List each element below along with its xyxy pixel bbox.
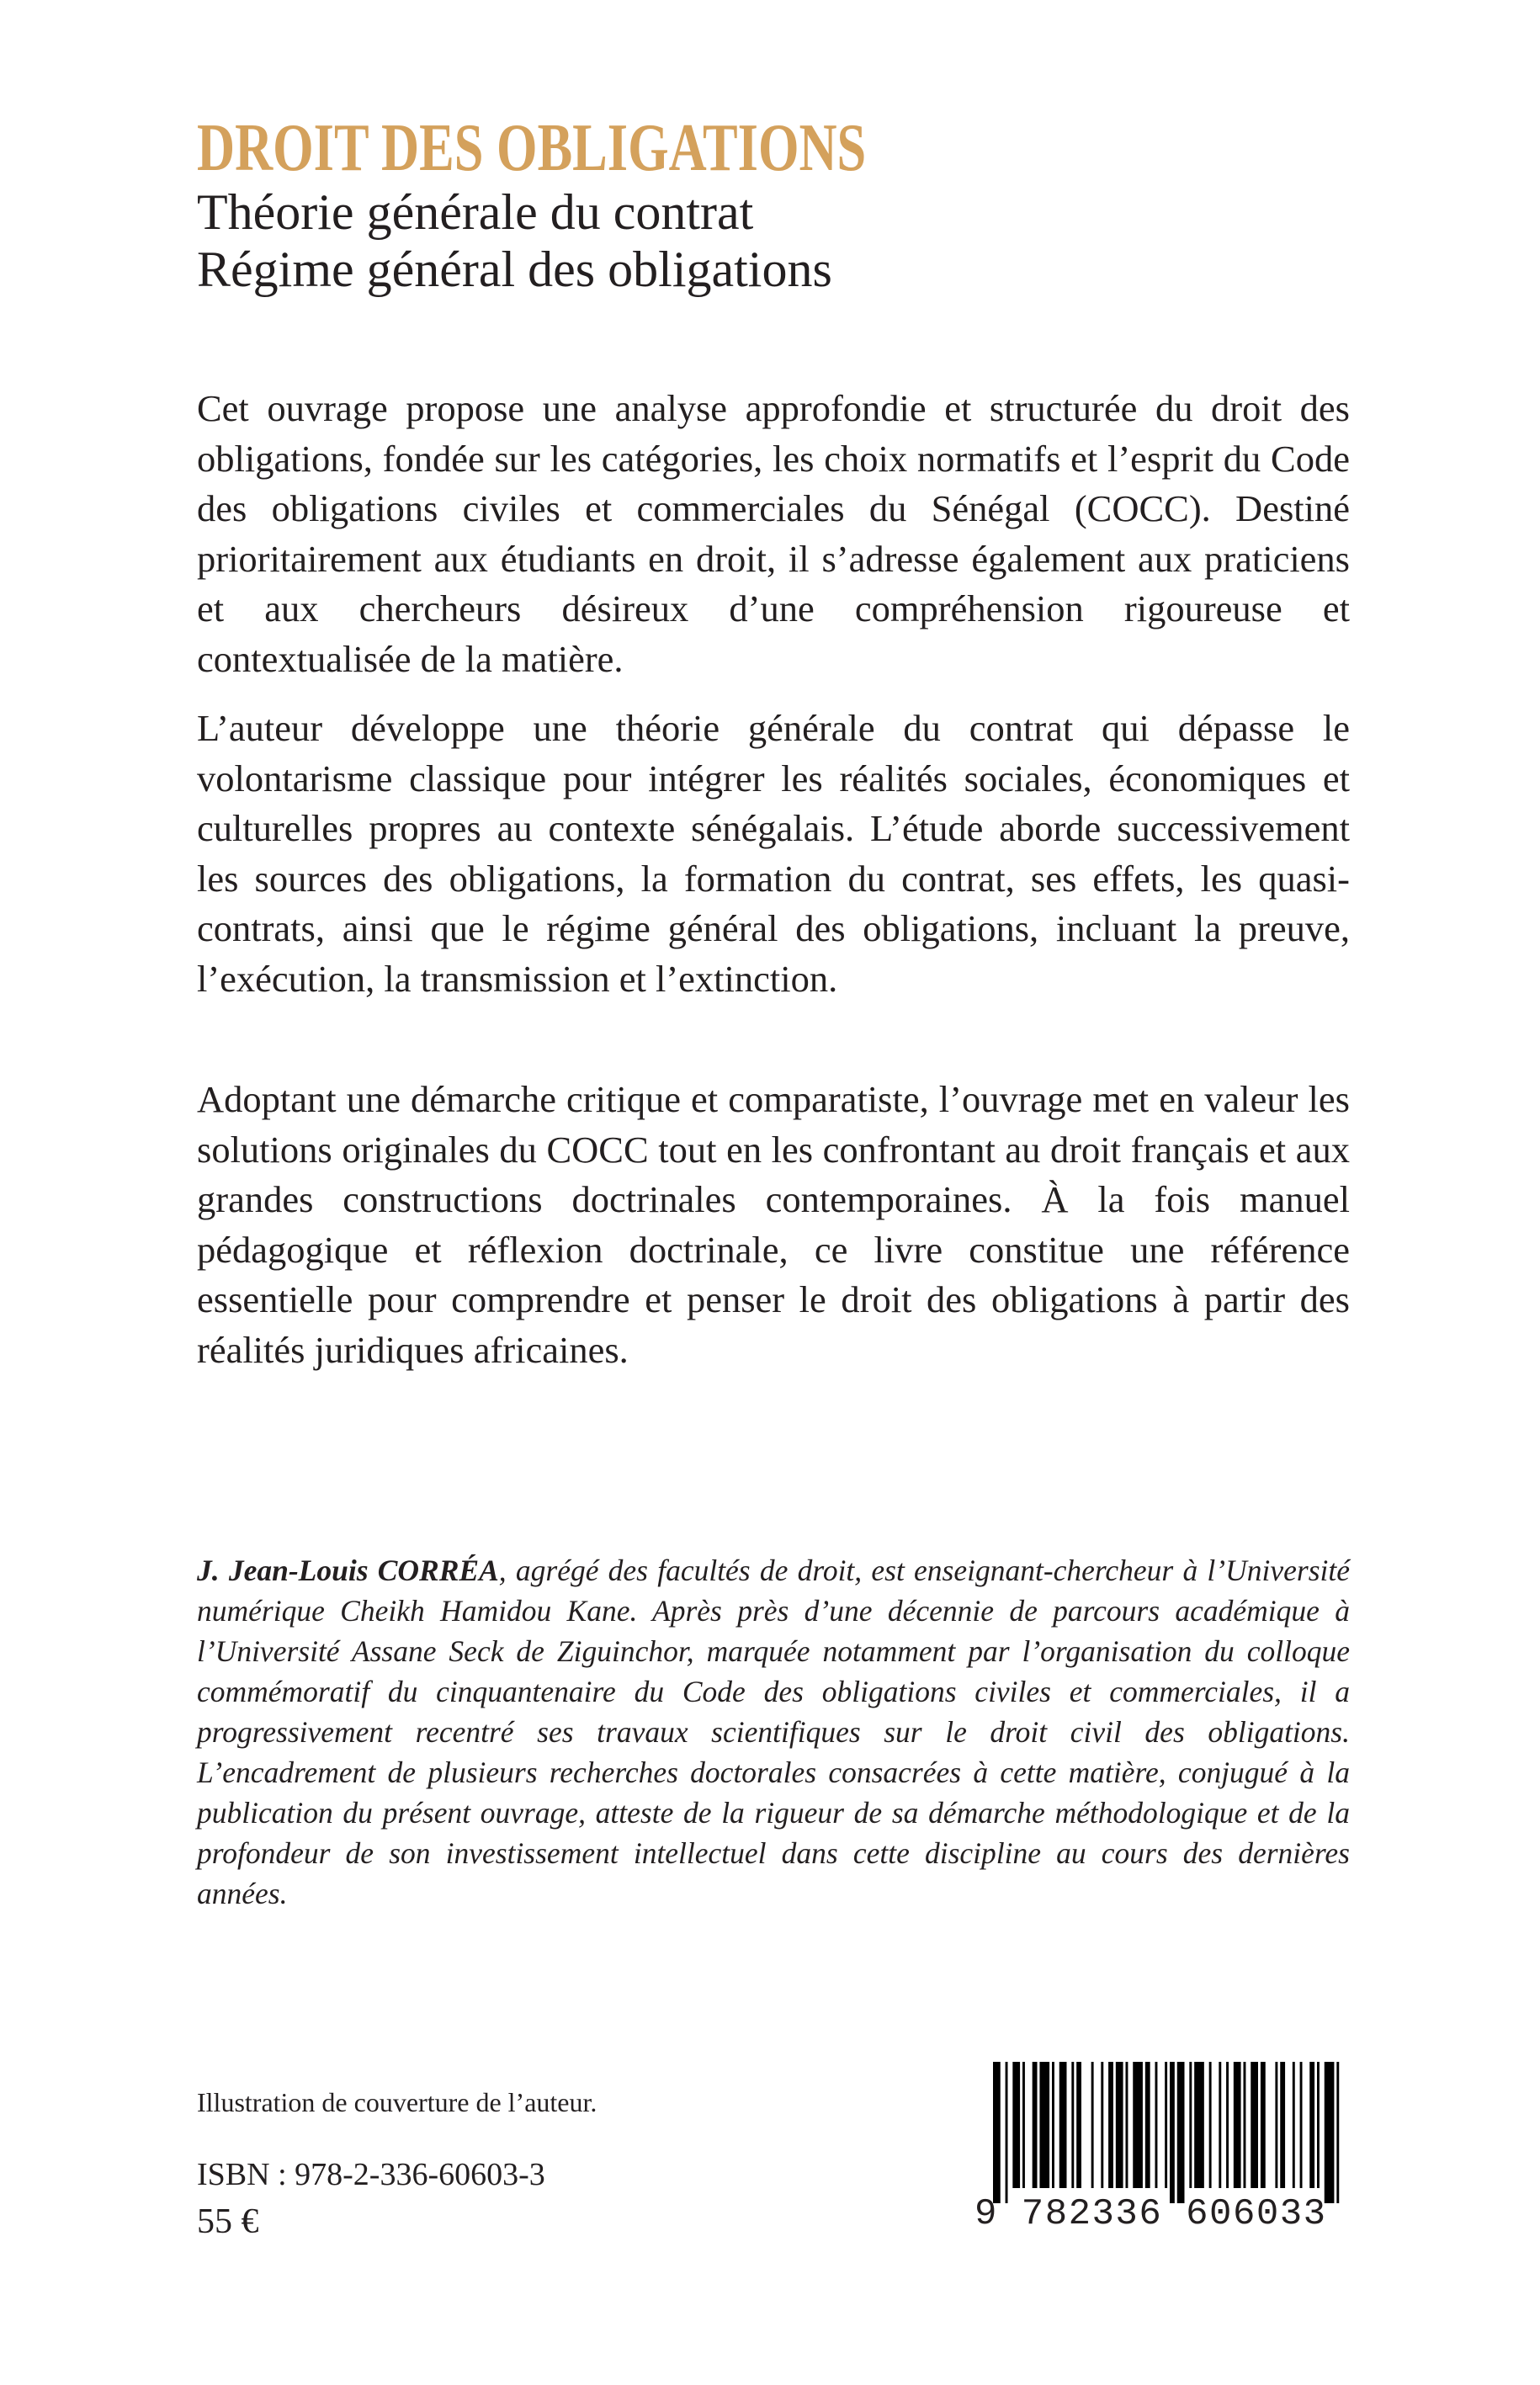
author-name: J. Jean-Louis CORRÉA	[197, 1554, 499, 1587]
barcode-bar	[1325, 2062, 1335, 2203]
barcode-bar	[1052, 2062, 1054, 2188]
barcode-bar	[1071, 2062, 1074, 2188]
barcode-bar	[1006, 2062, 1008, 2203]
barcode-bar	[1116, 2062, 1123, 2188]
barcode-bar	[1155, 2062, 1158, 2188]
barcode-bar	[1293, 2062, 1295, 2188]
barcode-bar	[1177, 2062, 1185, 2203]
barcode-bar	[1133, 2062, 1143, 2188]
barcode-bar	[1244, 2062, 1246, 2188]
barcode-bar	[1059, 2062, 1067, 2188]
barcode-bar	[1012, 2062, 1020, 2188]
description-paragraph-2: L’auteur développe une théorie générale du contrat qui dépasse le volontarisme classique pour intégrer les réalités sociales, économiques et culturelles propres au contexte sénégalais. L’étude aborde successivement les sources des obligations, la formation du contrat, ses effets, les quasi-contrats, ainsi que le régime général des obligations, incluant la preuve, l’exécution, la transmission et l’extinction.	[197, 707, 1350, 1000]
barcode-bar	[1170, 2062, 1175, 2203]
barcode-bar	[1280, 2062, 1285, 2188]
author-bio	[197, 1550, 1350, 1914]
barcode-bar	[1033, 2062, 1038, 2188]
barcode-bar	[1022, 2062, 1025, 2188]
barcode-bar	[1108, 2062, 1113, 2188]
isbn: ISBN : 978-2-336-60603-3	[197, 2157, 545, 2192]
barcode-bar	[1101, 2062, 1103, 2188]
barcode-bar	[1126, 2062, 1128, 2188]
barcode-bar	[1309, 2062, 1314, 2188]
barcode-bar	[1226, 2062, 1229, 2188]
barcode-bar	[1091, 2062, 1094, 2188]
barcode-bar	[1165, 2062, 1167, 2188]
barcode-bar	[1219, 2062, 1221, 2188]
book-title: DROIT DES OBLIGATIONS	[197, 111, 867, 185]
barcode-bar	[1194, 2062, 1204, 2188]
illustration-credit: Illustration de couverture de l’auteur.	[197, 2087, 597, 2117]
barcode-bar	[1145, 2062, 1150, 2188]
barcode-bar	[993, 2062, 1001, 2203]
description-paragraph-1: Cet ouvrage propose une analyse approfondie et structurée du droit des obligations, fondée sur les catégories, les choix normatifs et l’esprit du Code des obligations civiles et commerciales du Sénégal (COCC). Destiné prioritairement aux étudiants en droit, il s’adresse également aux praticiens et aux chercheurs désireux d’une compréhension rigoureuse et contextualisée de la matière.	[197, 387, 1350, 680]
price: 55 €	[197, 2202, 259, 2241]
barcode-bar	[1300, 2062, 1303, 2188]
barcode-bar	[1039, 2062, 1049, 2188]
description-paragraph-3: Adoptant une démarche critique et comparatiste, l’ouvrage met en valeur les solutions originales du COCC tout en les confrontant au droit français et aux grandes constructions doctrinales contemporaines. À la fois manuel pédagogique et réflexion doctrinale, ce livre constitue une référence essentielle pour comprendre et penser le droit des obligations à partir des réalités juridiques africaines.	[197, 1078, 1350, 1371]
barcode-bar	[1209, 2062, 1212, 2188]
barcode-bar	[1076, 2062, 1081, 2188]
book-subtitle-2: Régime général des obligations	[197, 242, 832, 297]
barcode-bar	[1261, 2062, 1266, 2188]
barcode-bar	[1336, 2062, 1339, 2203]
book-subtitle-1: Théorie générale du contrat	[197, 184, 754, 240]
author-bio-text: , agrégé des facultés de droit, est enseignant-chercheur à l’Université numérique Cheikh Hamidou Kane. Après près d’une décennie de parcours académique à l’Université Assane Seck de Ziguinchor, marquée notamment par l’organisation du colloque commémoratif du cinquantenaire du Code des obligations civiles et commerciales, il a progressivement recentré ses travaux scientifiques sur le droit civil des obligations. L’encadrement de plusieurs recherches doctorales consacrées à cette matière, conjugué à la publication du présent ouvrage, atteste de la rigueur de sa démarche méthodologique et de la profondeur de son investissement intellectuel dans cette discipline au cours des dernières années.	[197, 1554, 1350, 1910]
barcode-bar	[1234, 2062, 1241, 2188]
barcode-bar	[1275, 2062, 1277, 2188]
barcode-bar	[1251, 2062, 1258, 2188]
barcode-digits: 9 782336 606033	[974, 2193, 1327, 2235]
barcode-bar	[1317, 2062, 1320, 2188]
barcode-bar	[1189, 2062, 1192, 2188]
